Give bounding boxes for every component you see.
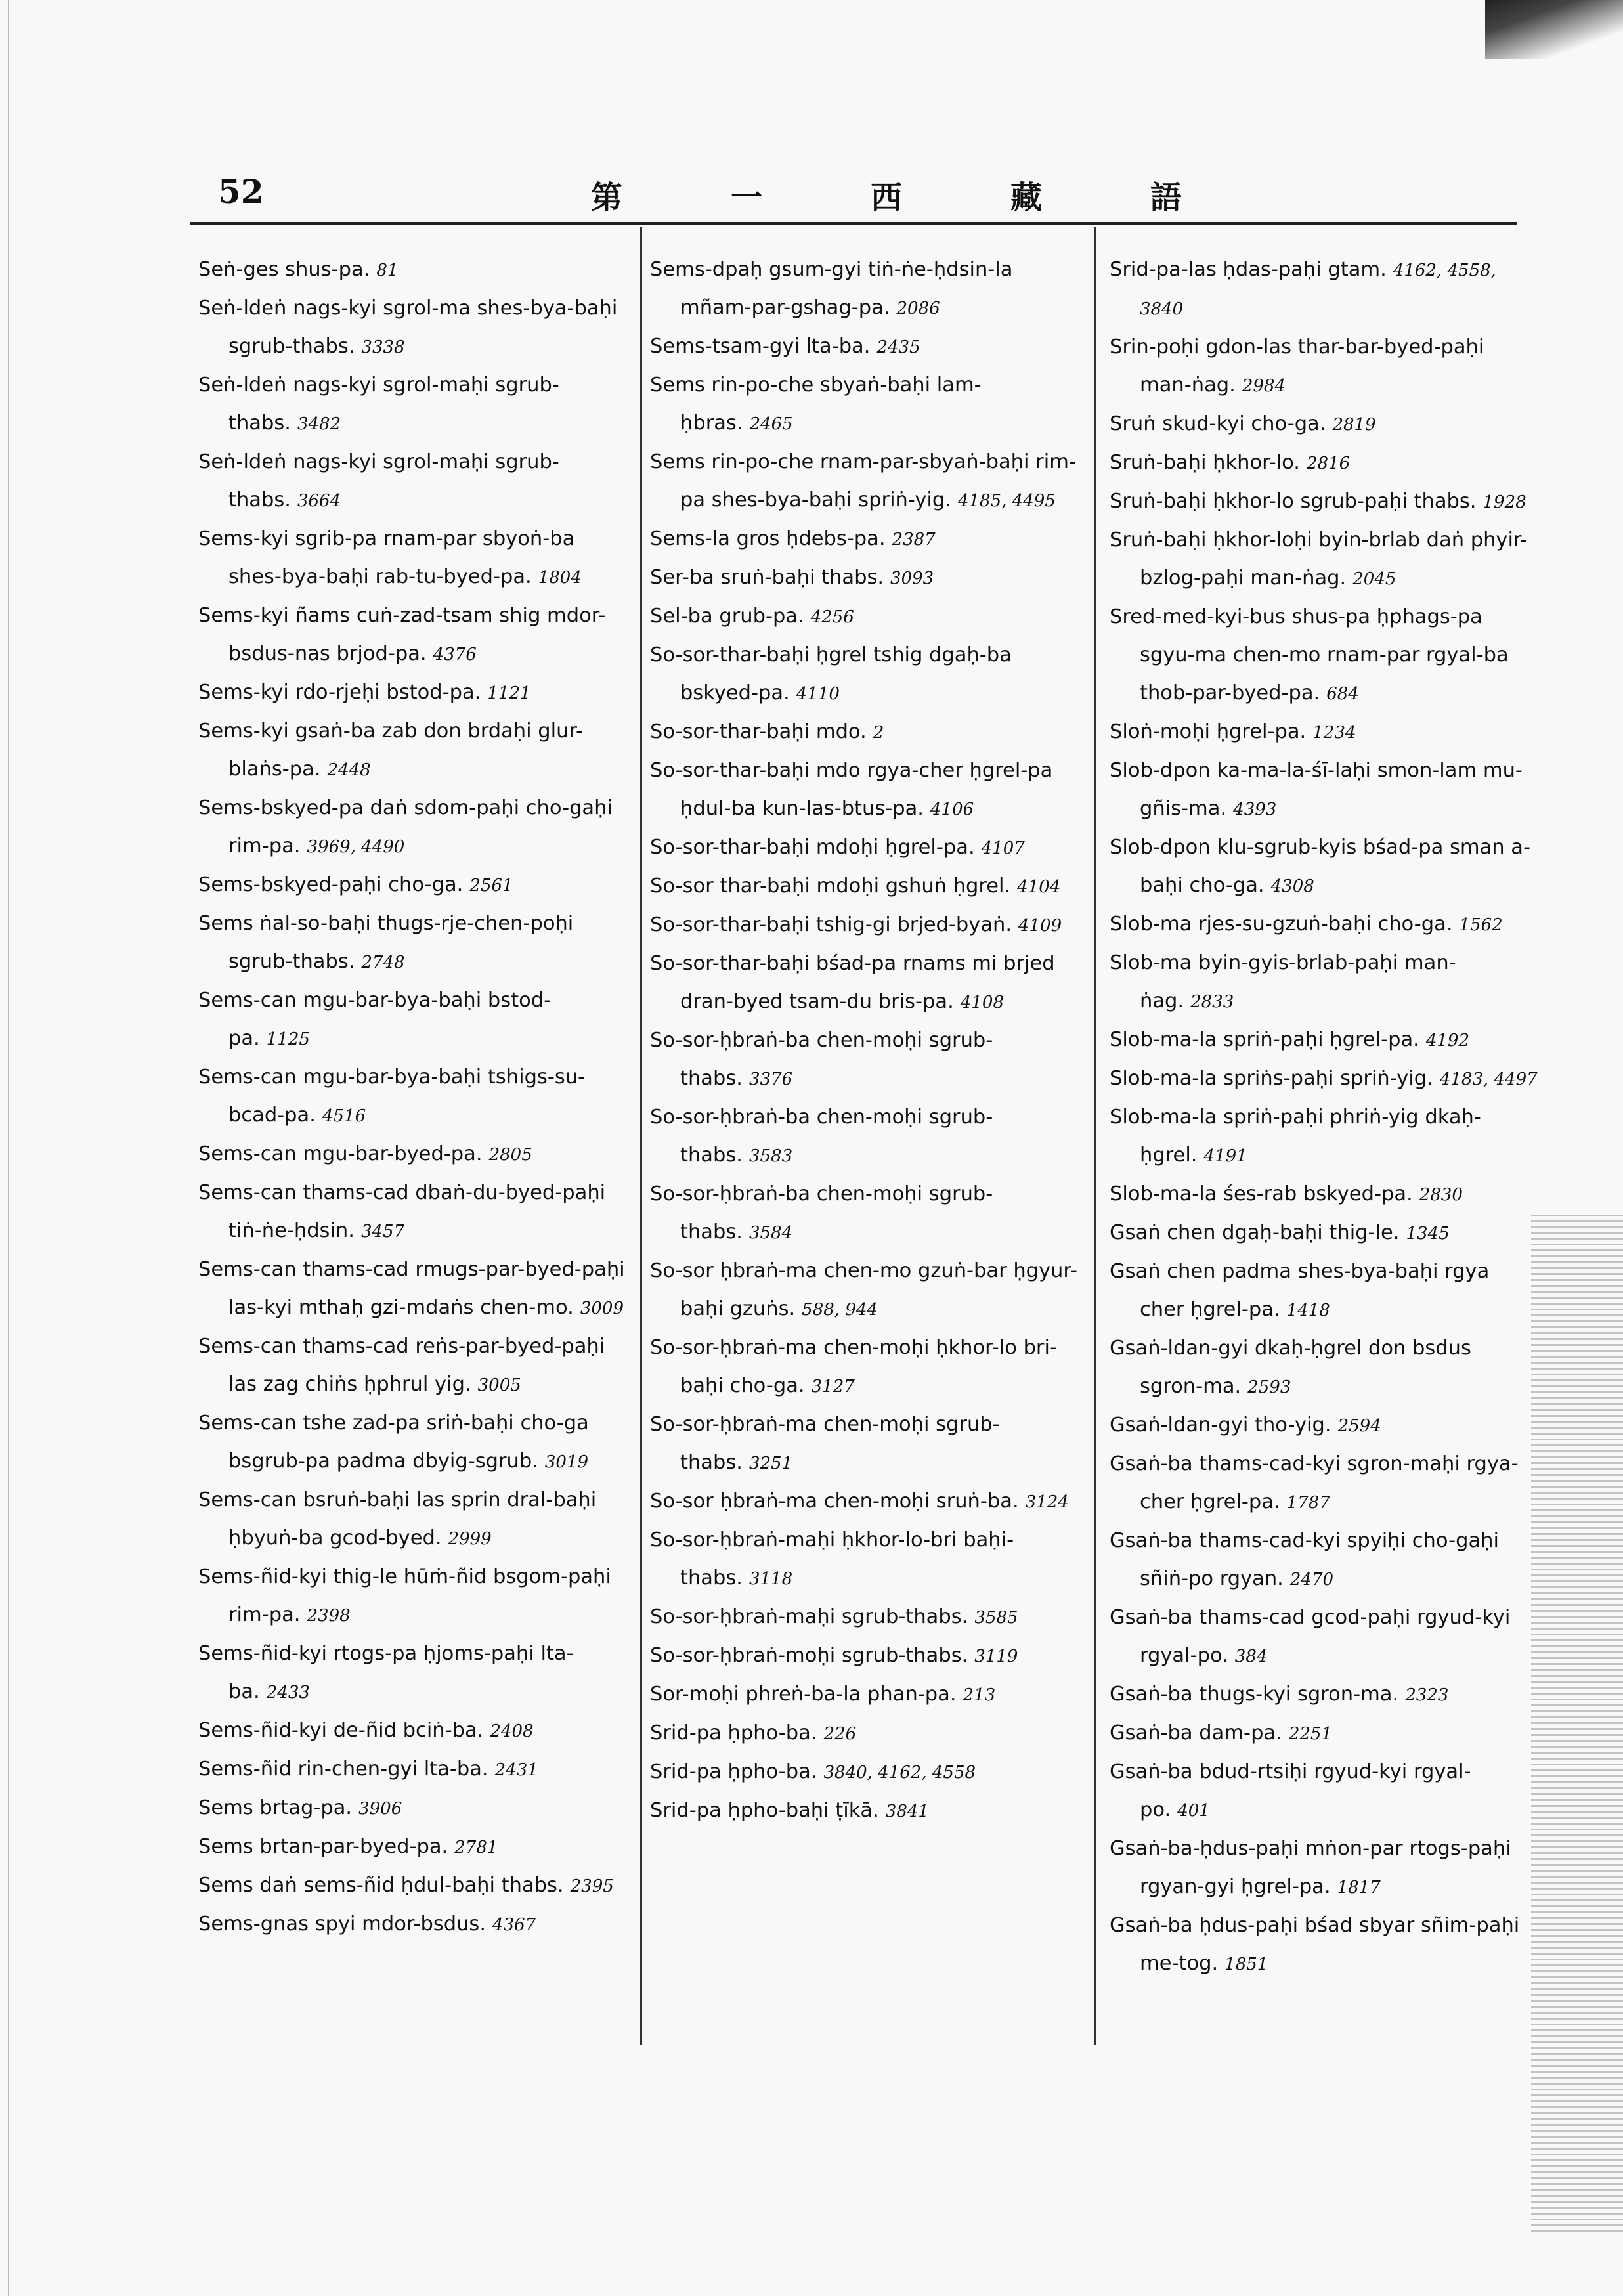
index-entry: [198, 366, 628, 443]
index-entry: [1110, 1753, 1540, 1830]
entry-number: 4192: [1425, 1031, 1469, 1051]
index-entry: [198, 905, 628, 982]
index-entry: [1110, 405, 1540, 444]
entry-number: 401: [1177, 1801, 1210, 1821]
entry-number: 2984: [1242, 376, 1286, 396]
entry-number: 1562: [1459, 915, 1503, 935]
entry-number: 3338: [361, 337, 405, 357]
entry-title: So-sor thar-baḥi mdoḥi gshuṅ ḥgrel.: [650, 875, 1011, 898]
index-entry: [1110, 829, 1540, 905]
index-entry: [198, 443, 628, 520]
entry-title: Sems-can bsruṅ-baḥi las sprin dral-baḥi ḥbyuṅ-ba gcod-byed.: [198, 1488, 597, 1549]
entry-number: 2805: [488, 1145, 532, 1165]
entry-title: Gsaṅ chen padma shes-bya-baḥi rgya cher ḥgrel-pa.: [1110, 1260, 1490, 1321]
index-entry: [650, 1792, 1080, 1830]
entry-number: 2395: [570, 1876, 614, 1896]
scan-shadow: [1531, 1215, 1623, 2232]
entry-title: Sems brtag-pa.: [198, 1796, 353, 1819]
index-entry: [198, 789, 628, 866]
index-entry: [198, 674, 628, 712]
index-entry: [650, 1098, 1080, 1175]
entry-title: So-sor-ḥbraṅ-moḥi sgrub-thabs.: [650, 1644, 968, 1667]
entry-title: Gsaṅ-ba ḥdus-paḥi bśad sbyar sñim-paḥi me-tog.: [1110, 1914, 1520, 1975]
index-entry: [198, 251, 628, 290]
scan-edge-line: [8, 0, 9, 2296]
page-number: 52: [218, 172, 264, 211]
entry-number: 4191: [1203, 1146, 1247, 1166]
entry-number: 2387: [892, 530, 936, 550]
entry-number: 2830: [1419, 1185, 1463, 1205]
entry-number: 2819: [1332, 415, 1376, 435]
index-entry: [198, 1635, 628, 1712]
entry-number: 4376: [433, 645, 477, 664]
entry-number: 1817: [1337, 1878, 1381, 1897]
index-column-1: [198, 251, 628, 1944]
index-entry: [650, 1022, 1080, 1098]
entry-title: So-sor-thar-baḥi bśad-pa rnams mi brjed dran-byed tsam-du bris-pa.: [650, 952, 1055, 1013]
entry-title: Sems-can thams-cad rmugs-par-byed-paḥi las-kyi mthaḥ gzi-mdaṅs chen-mo.: [198, 1258, 625, 1319]
index-entry: [1110, 713, 1540, 752]
column-divider: [1094, 227, 1096, 2045]
index-entry: [650, 443, 1080, 520]
index-entry: [650, 636, 1080, 713]
title-char: 語: [1150, 179, 1182, 216]
entry-title: Sems-kyi rdo-rjeḥi bstod-pa.: [198, 681, 481, 704]
index-entry: [198, 1404, 628, 1481]
entry-number: 2045: [1352, 569, 1396, 589]
entry-number: 2561: [469, 876, 513, 896]
entry-number: 2594: [1337, 1416, 1381, 1436]
title-char: 藏: [1010, 179, 1042, 216]
entry-number: 3457: [360, 1222, 405, 1242]
entry-title: Sruṅ skud-kyi cho-ga.: [1110, 412, 1326, 435]
entry-number: 2323: [1405, 1685, 1449, 1705]
entry-number: 3584: [748, 1223, 793, 1243]
index-column-2: [650, 251, 1080, 1830]
index-entry: [1110, 521, 1540, 598]
entry-title: Sems-tsam-gyi lta-ba.: [650, 335, 871, 358]
index-entry: [198, 1058, 628, 1135]
entry-number: 3664: [297, 491, 341, 511]
entry-title: Sems-gnas spyi mdor-bsdus.: [198, 1913, 487, 1936]
index-entry: [1110, 444, 1540, 483]
entry-number: 1125: [266, 1029, 310, 1049]
entry-title: Sruṅ-baḥi ḥkhor-lo.: [1110, 451, 1300, 474]
index-entry: [650, 597, 1080, 636]
index-entry: [198, 1174, 628, 1251]
entry-number: 3005: [477, 1375, 521, 1395]
entry-number: 4516: [322, 1106, 366, 1126]
entry-number: 3906: [358, 1799, 402, 1819]
entry-number: 2470: [1289, 1570, 1334, 1590]
index-entry: [650, 1598, 1080, 1637]
index-entry: [650, 1406, 1080, 1483]
entry-number: 4256: [810, 607, 854, 627]
index-entry: [650, 520, 1080, 559]
entry-title: Sred-med-kyi-bus shus-pa ḥphags-pa sgyu-ma chen-mo rnam-par rgyal-ba thob-par-byed-pa.: [1110, 605, 1509, 704]
entry-number: 2086: [896, 299, 940, 318]
index-entry: [650, 559, 1080, 597]
entry-title: So-sor-ḥbraṅ-maḥi sgrub-thabs.: [650, 1605, 968, 1628]
entry-title: Gsaṅ-ldan-gyi dkaḥ-ḥgrel don bsdus sgron-ma.: [1110, 1337, 1471, 1398]
index-entry: [1110, 1098, 1540, 1175]
entry-title: Seṅ-ges shus-pa.: [198, 258, 370, 281]
entry-title: Slob-dpon ka-ma-la-śī-laḥi smon-lam mu-gñis-ma.: [1110, 759, 1523, 820]
entry-title: Srid-pa ḥpho-ba.: [650, 1760, 817, 1783]
index-column-3: [1110, 251, 1540, 1983]
entry-title: Ser-ba sruṅ-baḥi thabs.: [650, 566, 884, 589]
index-entry: [1110, 1907, 1540, 1983]
entry-title: Sems-can mgu-bar-bya-baḥi bstod-pa.: [198, 989, 552, 1050]
entry-number: 684: [1326, 684, 1359, 704]
title-char: 一: [730, 179, 762, 216]
index-entry: [198, 1558, 628, 1635]
scan-mark: [1485, 0, 1623, 59]
entry-title: So-sor-ḥbraṅ-ma chen-moḥi sgrub-thabs.: [650, 1413, 1000, 1474]
entry-number: 2431: [494, 1760, 538, 1780]
index-entry: [1110, 1599, 1540, 1676]
entry-title: Sems-can thams-cad dbaṅ-du-byed-paḥi tiṅ-ṅe-ḥdsin.: [198, 1181, 606, 1242]
entry-number: 213: [963, 1685, 996, 1705]
index-entry: [198, 1328, 628, 1404]
entry-number: 2833: [1190, 992, 1234, 1012]
entry-number: 3969, 4490: [307, 837, 405, 857]
entry-title: Gsaṅ chen dgaḥ-baḥi thig-le.: [1110, 1221, 1400, 1244]
entry-number: 588, 944: [802, 1300, 878, 1320]
entry-title: Sems-can tshe zad-pa sriṅ-baḥi cho-ga bsgrub-pa padma dbyig-sgrub.: [198, 1412, 589, 1473]
entry-title: Gsaṅ-ldan-gyi tho-yig.: [1110, 1414, 1331, 1437]
entry-number: 3251: [748, 1454, 793, 1473]
entry-number: 3118: [748, 1569, 793, 1589]
entry-title: So-sor-ḥbraṅ-ma chen-moḥi ḥkhor-lo bri-baḥi cho-ga.: [650, 1336, 1057, 1397]
index-entry: [198, 1828, 628, 1867]
index-entry: [198, 1251, 628, 1328]
entry-title: So-sor ḥbraṅ-ma chen-mo gzuṅ-bar ḥgyur-baḥi gzuṅs.: [650, 1259, 1077, 1320]
entry-number: 2448: [327, 760, 371, 780]
title-char: 西: [870, 179, 902, 216]
entry-title: Sems-dpaḥ gsum-gyi tiṅ-ṅe-ḥdsin-la mñam-par-gshag-pa.: [650, 258, 1013, 319]
entry-title: Sor-moḥi phreṅ-ba-la phan-pa.: [650, 1683, 957, 1706]
entry-title: So-sor-ḥbraṅ-ba chen-moḥi sgrub-thabs.: [650, 1106, 993, 1167]
entry-title: So-sor-thar-baḥi mdoḥi ḥgrel-pa.: [650, 836, 975, 859]
entry-number: 1345: [1406, 1224, 1450, 1244]
entry-title: Slob-ma-la spriṅ-paḥi phriṅ-yig dkaḥ-ḥgrel.: [1110, 1106, 1481, 1167]
entry-number: 4109: [1018, 916, 1062, 936]
index-entry: [1110, 752, 1540, 829]
entry-title: Slob-ma byin-gyis-brlab-paḥi man-ṅag.: [1110, 951, 1456, 1012]
index-entry: [1110, 1406, 1540, 1445]
entry-number: 4108: [960, 993, 1004, 1012]
index-entry: [198, 1481, 628, 1558]
entry-number: 2781: [454, 1838, 498, 1857]
entry-title: Sems daṅ sems-ñid ḥdul-baḥi thabs.: [198, 1874, 564, 1897]
entry-title: Sems-bskyed-paḥi cho-ga.: [198, 873, 464, 896]
entry-number: 1851: [1224, 1955, 1268, 1974]
entry-title: Sems rin-po-che rnam-par-sbyaṅ-baḥi rim-pa shes-bya-baḥi spriṅ-yig.: [650, 450, 1076, 511]
entry-title: Sems-ñid-kyi de-ñid bciṅ-ba.: [198, 1719, 484, 1742]
index-entry: [1110, 1060, 1540, 1098]
entry-title: Sems-ñid-kyi thig-le hūṁ-ñid bsgom-paḥi rim-pa.: [198, 1565, 611, 1626]
index-entry: [198, 1135, 628, 1174]
index-entry: [198, 290, 628, 366]
entry-number: 2593: [1247, 1377, 1291, 1397]
entry-title: Gsaṅ-ba-ḥdus-paḥi mṅon-par rtogs-paḥi rgyan-gyi ḥgrel-pa.: [1110, 1837, 1511, 1898]
entry-number: 4104: [1017, 877, 1061, 897]
entry-title: Seṅ-ldeṅ nags-kyi sgrol-ma shes-bya-baḥi sgrub-thabs.: [198, 297, 618, 358]
entry-number: 1418: [1286, 1301, 1330, 1320]
index-entry: [198, 712, 628, 789]
entry-title: So-sor-thar-baḥi mdo rgya-cher ḥgrel-pa ḥdul-ba kun-las-btus-pa.: [650, 759, 1053, 820]
entry-title: Slob-ma-la spriṅs-paḥi spriṅ-yig.: [1110, 1067, 1433, 1090]
entry-title: Slob-dpon klu-sgrub-kyis bśad-pa sman a-baḥi cho-ga.: [1110, 836, 1530, 897]
entry-number: 4393: [1233, 800, 1277, 819]
entry-number: 384: [1234, 1647, 1268, 1666]
entry-title: Gsaṅ-ba thams-cad gcod-paḥi rgyud-kyi rgyal-po.: [1110, 1606, 1511, 1667]
entry-title: Sems-kyi gsaṅ-ba zab don brdaḥi glur-blaṅs-pa.: [198, 720, 584, 781]
index-entry: [650, 328, 1080, 366]
index-entry: [650, 1175, 1080, 1252]
entry-title: So-sor-ḥbraṅ-maḥi ḥkhor-lo-bri baḥi-thabs.: [650, 1528, 1014, 1590]
index-entry: [198, 1712, 628, 1750]
index-entry: [650, 713, 1080, 752]
entry-title: So-sor-ḥbraṅ-ba chen-moḥi sgrub-thabs.: [650, 1029, 993, 1090]
entry-title: So-sor-thar-baḥi mdo.: [650, 720, 867, 743]
index-entry: [650, 1521, 1080, 1598]
entry-title: Sems-ñid rin-chen-gyi lta-ba.: [198, 1758, 488, 1781]
entry-title: Sems-can mgu-bar-byed-pa.: [198, 1142, 483, 1165]
index-entry: [198, 866, 628, 905]
entry-title: Sruṅ-baḥi ḥkhor-lo sgrub-paḥi thabs.: [1110, 490, 1477, 513]
entry-title: Srid-pa-las ḥdas-paḥi gtam.: [1110, 258, 1387, 281]
header-rule: [190, 222, 1517, 225]
index-entry: [198, 982, 628, 1058]
entry-number: 3093: [890, 569, 934, 588]
index-entry: [1110, 1253, 1540, 1330]
entry-number: 1121: [487, 683, 531, 703]
entry-number: 2: [873, 723, 884, 743]
entry-title: Sems rin-po-che sbyaṅ-baḥi lam-ḥbras.: [650, 374, 982, 435]
entry-number: 4106: [930, 800, 974, 819]
index-entry: [198, 1905, 628, 1944]
index-entry: [1110, 1330, 1540, 1406]
entry-title: Slob-ma-la śes-rab bskyed-pa.: [1110, 1182, 1413, 1205]
entry-title: Gsaṅ-ba thams-cad-kyi spyiḥi cho-gaḥi sñiṅ-po rgyan.: [1110, 1529, 1499, 1590]
index-entry: [1110, 251, 1540, 328]
entry-number: 4162, 4558, 3840: [1140, 261, 1496, 319]
index-entry: [650, 829, 1080, 867]
entry-title: Sems-kyi sgrib-pa rnam-par sbyoṅ-ba shes-bya-baḥi rab-tu-byed-pa.: [198, 527, 575, 588]
entry-number: 2748: [361, 953, 405, 972]
index-entry: [1110, 1676, 1540, 1714]
index-entry: [650, 1252, 1080, 1329]
entry-number: 3009: [580, 1299, 624, 1318]
entry-number: 2433: [266, 1683, 310, 1702]
entry-number: 1787: [1286, 1493, 1330, 1513]
entry-title: Sems-can mgu-bar-bya-baḥi tshigs-su-bcad-pa.: [198, 1066, 586, 1127]
entry-title: Gsaṅ-ba thugs-kyi sgron-ma.: [1110, 1683, 1399, 1706]
entry-title: Sems-la gros ḥdebs-pa.: [650, 527, 886, 550]
entry-title: Slob-ma rjes-su-gzuṅ-baḥi cho-ga.: [1110, 913, 1453, 936]
entry-number: 3583: [748, 1146, 793, 1166]
index-entry: [650, 1329, 1080, 1406]
entry-number: 3840, 4162, 4558: [823, 1763, 976, 1783]
entry-number: 3585: [974, 1608, 1018, 1628]
entry-title: Srid-pa ḥpho-ba.: [650, 1722, 817, 1744]
entry-title: So-sor ḥbraṅ-ma chen-moḥi sruṅ-ba.: [650, 1490, 1019, 1513]
index-entry: [1110, 1021, 1540, 1060]
index-entry: [1110, 1830, 1540, 1907]
entry-number: 1928: [1482, 492, 1526, 512]
entry-number: 3124: [1025, 1492, 1069, 1512]
index-entry: [650, 366, 1080, 443]
entry-number: 3127: [811, 1377, 855, 1397]
entry-number: 3019: [544, 1452, 589, 1472]
column-divider: [640, 227, 642, 2045]
entry-title: Sems-bskyed-pa daṅ sdom-paḥi cho-gaḥi rim-pa.: [198, 796, 613, 857]
entry-title: Sems-ñid-kyi rtogs-pa ḥjoms-paḥi lta-ba.: [198, 1642, 574, 1703]
entry-number: 2999: [448, 1529, 492, 1549]
entry-number: 3841: [885, 1802, 929, 1821]
index-entry: [1110, 483, 1540, 521]
entry-title: Gsaṅ-ba thams-cad-kyi sgron-maḥi rgya-cher ḥgrel-pa.: [1110, 1452, 1519, 1513]
index-entry: [650, 1483, 1080, 1521]
entry-title: Sems-can thams-cad reṅs-par-byed-paḥi las zag chiṅs ḥphrul yig.: [198, 1335, 605, 1396]
entry-number: 3482: [297, 414, 341, 434]
index-entry: [1110, 598, 1540, 713]
entry-number: 2398: [307, 1606, 351, 1626]
index-entry: [1110, 1445, 1540, 1522]
entry-title: Slob-ma-la spriṅ-paḥi ḥgrel-pa.: [1110, 1028, 1419, 1051]
index-entry: [1110, 1714, 1540, 1753]
entry-title: Sloṅ-moḥi ḥgrel-pa.: [1110, 720, 1307, 743]
entry-number: 1804: [538, 568, 582, 588]
index-entry: [1110, 1522, 1540, 1599]
entry-number: 3119: [974, 1647, 1018, 1666]
entry-title: Sems-kyi ñams cuṅ-zad-tsam shig mdor-bsdus-nas brjod-pa.: [198, 604, 606, 665]
index-entry: [650, 945, 1080, 1022]
entry-title: Srid-pa ḥpho-baḥi ṭīkā.: [650, 1799, 879, 1822]
entry-number: 4107: [981, 838, 1025, 858]
entry-number: 1234: [1312, 723, 1356, 743]
index-entry: [198, 597, 628, 674]
index-entry: [650, 867, 1080, 906]
index-entry: [1110, 944, 1540, 1021]
index-entry: [1110, 1175, 1540, 1214]
entry-number: 2435: [876, 337, 920, 357]
index-entry: [650, 1637, 1080, 1676]
entry-number: 2251: [1288, 1724, 1332, 1744]
entry-title: Srin-poḥi gdon-las thar-bar-byed-paḥi man-ṅag.: [1110, 336, 1484, 397]
entry-number: 4185, 4495: [957, 491, 1056, 511]
entry-title: Sruṅ-baḥi ḥkhor-loḥi byin-brlab daṅ phyir-bzlog-paḥi man-ṅag.: [1110, 529, 1528, 590]
entry-number: 226: [823, 1724, 857, 1744]
entry-number: 4367: [492, 1915, 536, 1935]
index-entry: [1110, 1214, 1540, 1253]
entry-number: 4183, 4497: [1439, 1070, 1538, 1089]
entry-number: 2465: [749, 414, 793, 434]
entry-title: Gsaṅ-ba dam-pa.: [1110, 1722, 1282, 1744]
entry-title: Seṅ-ldeṅ nags-kyi sgrol-maḥi sgrub-thabs.: [198, 450, 559, 511]
entry-title: So-sor-thar-baḥi ḥgrel tshig dgaḥ-ba bskyed-pa.: [650, 643, 1012, 704]
index-entry: [1110, 905, 1540, 944]
entry-number: 3376: [748, 1070, 793, 1089]
entry-number: 4110: [796, 684, 840, 704]
entry-number: 2408: [490, 1722, 534, 1741]
index-entry: [198, 520, 628, 597]
entry-title: Sel-ba grub-pa.: [650, 605, 804, 628]
index-entry: [650, 1714, 1080, 1753]
entry-title: Sems brtan-par-byed-pa.: [198, 1835, 448, 1858]
entry-title: Sems ṅal-so-baḥi thugs-rje-chen-poḥi sgrub-thabs.: [198, 912, 574, 973]
index-entry: [198, 1867, 628, 1905]
entry-number: 81: [376, 261, 399, 280]
index-entry: [1110, 328, 1540, 405]
index-entry: [650, 251, 1080, 328]
title-char: 第: [591, 179, 623, 216]
index-entry: [198, 1789, 628, 1828]
entry-number: 4308: [1270, 877, 1314, 896]
index-entry: [650, 1753, 1080, 1792]
entry-title: Seṅ-ldeṅ nags-kyi sgrol-maḥi sgrub-thabs.: [198, 374, 559, 435]
entry-title: So-sor-ḥbraṅ-ba chen-moḥi sgrub-thabs.: [650, 1182, 993, 1244]
index-entry: [650, 906, 1080, 945]
running-title: [591, 172, 1182, 217]
index-entry: [650, 1676, 1080, 1714]
index-entry: [650, 752, 1080, 829]
entry-number: 2816: [1307, 454, 1351, 473]
entry-title: Gsaṅ-ba bdud-rtsiḥi rgyud-kyi rgyal-po.: [1110, 1760, 1471, 1821]
index-entry: [198, 1750, 628, 1789]
entry-title: So-sor-thar-baḥi tshig-gi brjed-byaṅ.: [650, 913, 1012, 936]
